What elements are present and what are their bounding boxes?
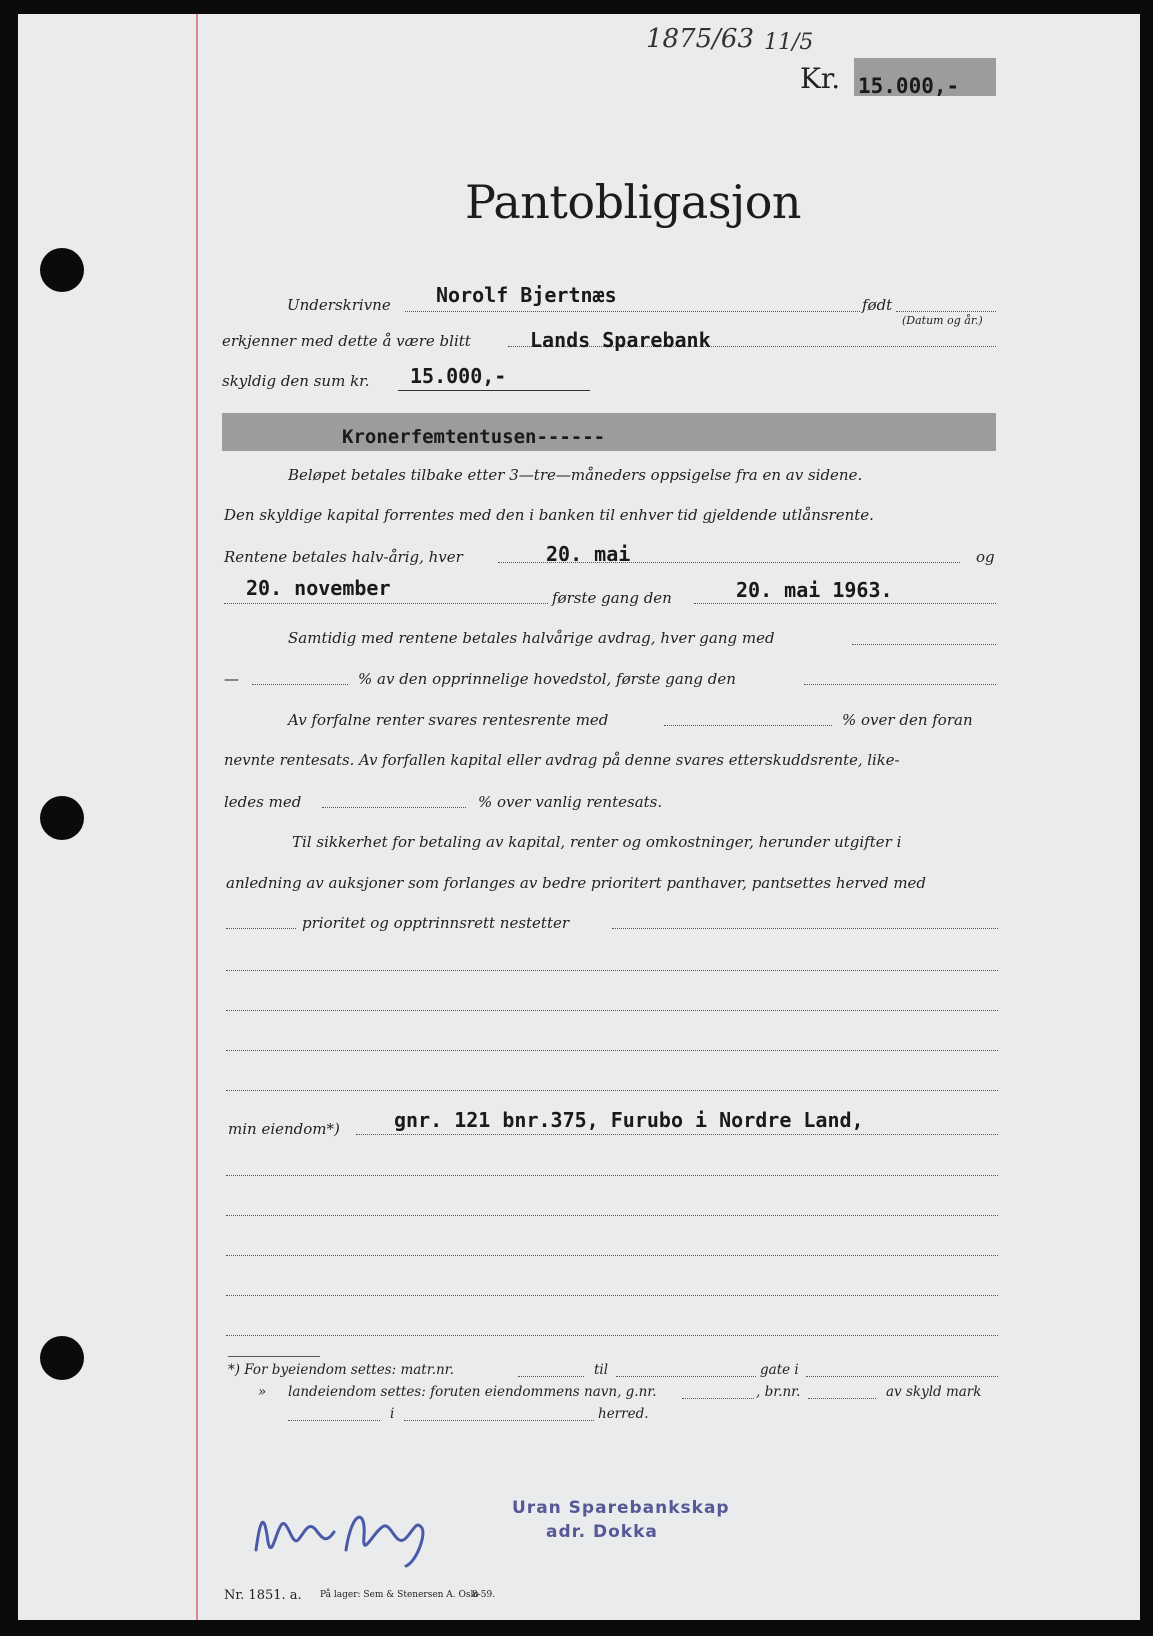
forfalne-fill <box>664 725 832 726</box>
prioritet-line: prioritet og opptrinnsrett nestetter <box>302 914 570 932</box>
ledes-fill <box>322 807 466 808</box>
form-date: 8-59. <box>472 1590 496 1600</box>
ledes-text-b: % over vanlig rentesats. <box>478 793 663 811</box>
bank-stamp-line-1: Uran Sparebankskap <box>512 1498 730 1518</box>
rente-date-2: 20. november <box>246 576 391 600</box>
erkjenner-label: erkjenner med dette å være blitt <box>222 332 471 350</box>
pct-date-fill <box>804 684 996 685</box>
creditor-value: Lands Sparebank <box>530 328 711 352</box>
sikkerhet-line-2: anledning av auksjoner som forlanges av bedre prioritert panthaver, pantsettes herved med <box>226 874 927 892</box>
footnote-byeiendom: *) For byeiendom settes: matr.nr. <box>228 1362 454 1378</box>
gnr-fill <box>682 1398 754 1399</box>
rente-label: Rentene betales halv-årig, hver <box>224 548 463 566</box>
eiendom-value: gnr. 121 bnr.375, Furubo i Nordre Land, <box>394 1108 864 1132</box>
bnr-fill <box>808 1398 876 1399</box>
prioritet-line-fill <box>612 928 998 929</box>
date-mark: 11/5 <box>764 30 814 55</box>
page-title: Pantobligasjon <box>465 175 802 229</box>
til-fill <box>616 1376 756 1377</box>
underskrivne-value: Norolf Bjertnæs <box>436 283 617 307</box>
margin-line <box>196 14 198 1620</box>
footnote-til: til <box>594 1362 609 1378</box>
sikkerhet-line-1: Til sikkerhet for betaling av kapital, renter og omkostninger, herunder utgifter i <box>292 833 902 851</box>
underskrivne-line <box>405 311 860 312</box>
herred-fill <box>404 1420 594 1421</box>
blank-line-2 <box>226 1010 998 1011</box>
blank-line-4 <box>226 1090 998 1091</box>
datum-note: (Datum og år.) <box>902 314 983 327</box>
footnote-landeiendom: landeiendom settes: foruten eiendommens navn, g.nr. <box>288 1384 657 1400</box>
forste-line <box>694 603 996 604</box>
punch-hole-top <box>40 248 84 292</box>
signature <box>246 1490 446 1570</box>
blank-line-9 <box>226 1335 998 1336</box>
footnote-bnr: , br.nr. <box>756 1384 801 1400</box>
forfalne-text-b: % over den foran <box>842 711 973 729</box>
forfalne-text-a: Av forfalne renter svares rentesrente med <box>288 711 609 729</box>
eiendom-label: min eiendom*) <box>228 1120 340 1138</box>
sum-line <box>398 390 590 391</box>
avdrag-fill <box>852 644 996 645</box>
og-label: og <box>976 548 995 566</box>
blank-line-7 <box>226 1255 998 1256</box>
blank-line-3 <box>226 1050 998 1051</box>
footnote-gate: gate i <box>760 1362 799 1378</box>
forste-label: første gang den <box>552 589 672 607</box>
ledes-text-a: ledes med <box>224 793 302 811</box>
forste-date: 20. mai 1963. <box>736 578 893 602</box>
blank-line-6 <box>226 1215 998 1216</box>
amount-words-band <box>222 413 996 451</box>
journal-number: 1875/63 <box>646 24 755 54</box>
fodt-label: født <box>862 296 893 314</box>
footnote-bullet: » <box>258 1384 267 1400</box>
punch-hole-bottom <box>40 1336 84 1380</box>
form-printer: På lager: Sem & Stenersen A. Oslo <box>320 1590 479 1600</box>
amount-words: Kronerfemtentusen------ <box>342 426 606 448</box>
footnote-rule <box>228 1356 320 1357</box>
skyldig-label: skyldig den sum kr. <box>222 372 370 390</box>
kr-label: Kr. <box>800 62 841 95</box>
blank-line-8 <box>226 1295 998 1296</box>
footnote-skyld: av skyld mark <box>886 1384 982 1400</box>
bank-stamp-line-2: adr. Dokka <box>546 1522 658 1542</box>
rente-date-1: 20. mai <box>546 542 631 566</box>
blank-line-5 <box>226 1175 998 1176</box>
footnote-herred: herred. <box>598 1406 649 1422</box>
avdrag-line: Samtidig med rentene betales halvårige avdrag, hver gang med <box>288 629 775 647</box>
pct-fill <box>252 684 348 685</box>
underskrivne-label: Underskrivne <box>287 296 391 314</box>
punch-hole-middle <box>40 796 84 840</box>
sum-value: 15.000,- <box>410 364 507 388</box>
footnote-i: i <box>390 1406 395 1422</box>
matr-fill <box>518 1376 584 1377</box>
body-line-2: Den skyldige kapital forrentes med den i banken til enhver tid gjeldende utlånsrente. <box>224 506 874 524</box>
dash: — <box>224 670 239 688</box>
form-number: Nr. 1851. a. <box>224 1588 302 1603</box>
skyld-fill <box>288 1420 380 1421</box>
blank-line-1 <box>226 970 998 971</box>
prioritet-fill <box>226 928 296 929</box>
rente-line-2 <box>224 603 548 604</box>
document-page <box>18 14 1140 1620</box>
nevnte-line: nevnte rentesats. Av forfallen kapital eller avdrag på denne svares etterskuddsrente, like- <box>224 752 900 769</box>
gate-fill <box>806 1376 998 1377</box>
pct-line: % av den opprinnelige hovedstol, første gang den <box>358 670 736 688</box>
header-amount: 15.000,- <box>858 74 960 98</box>
fodt-line <box>896 311 996 312</box>
body-line-1: Beløpet betales tilbake etter 3—tre—måneders oppsigelse fra en av sidene. <box>288 466 863 484</box>
eiendom-line <box>356 1134 998 1135</box>
